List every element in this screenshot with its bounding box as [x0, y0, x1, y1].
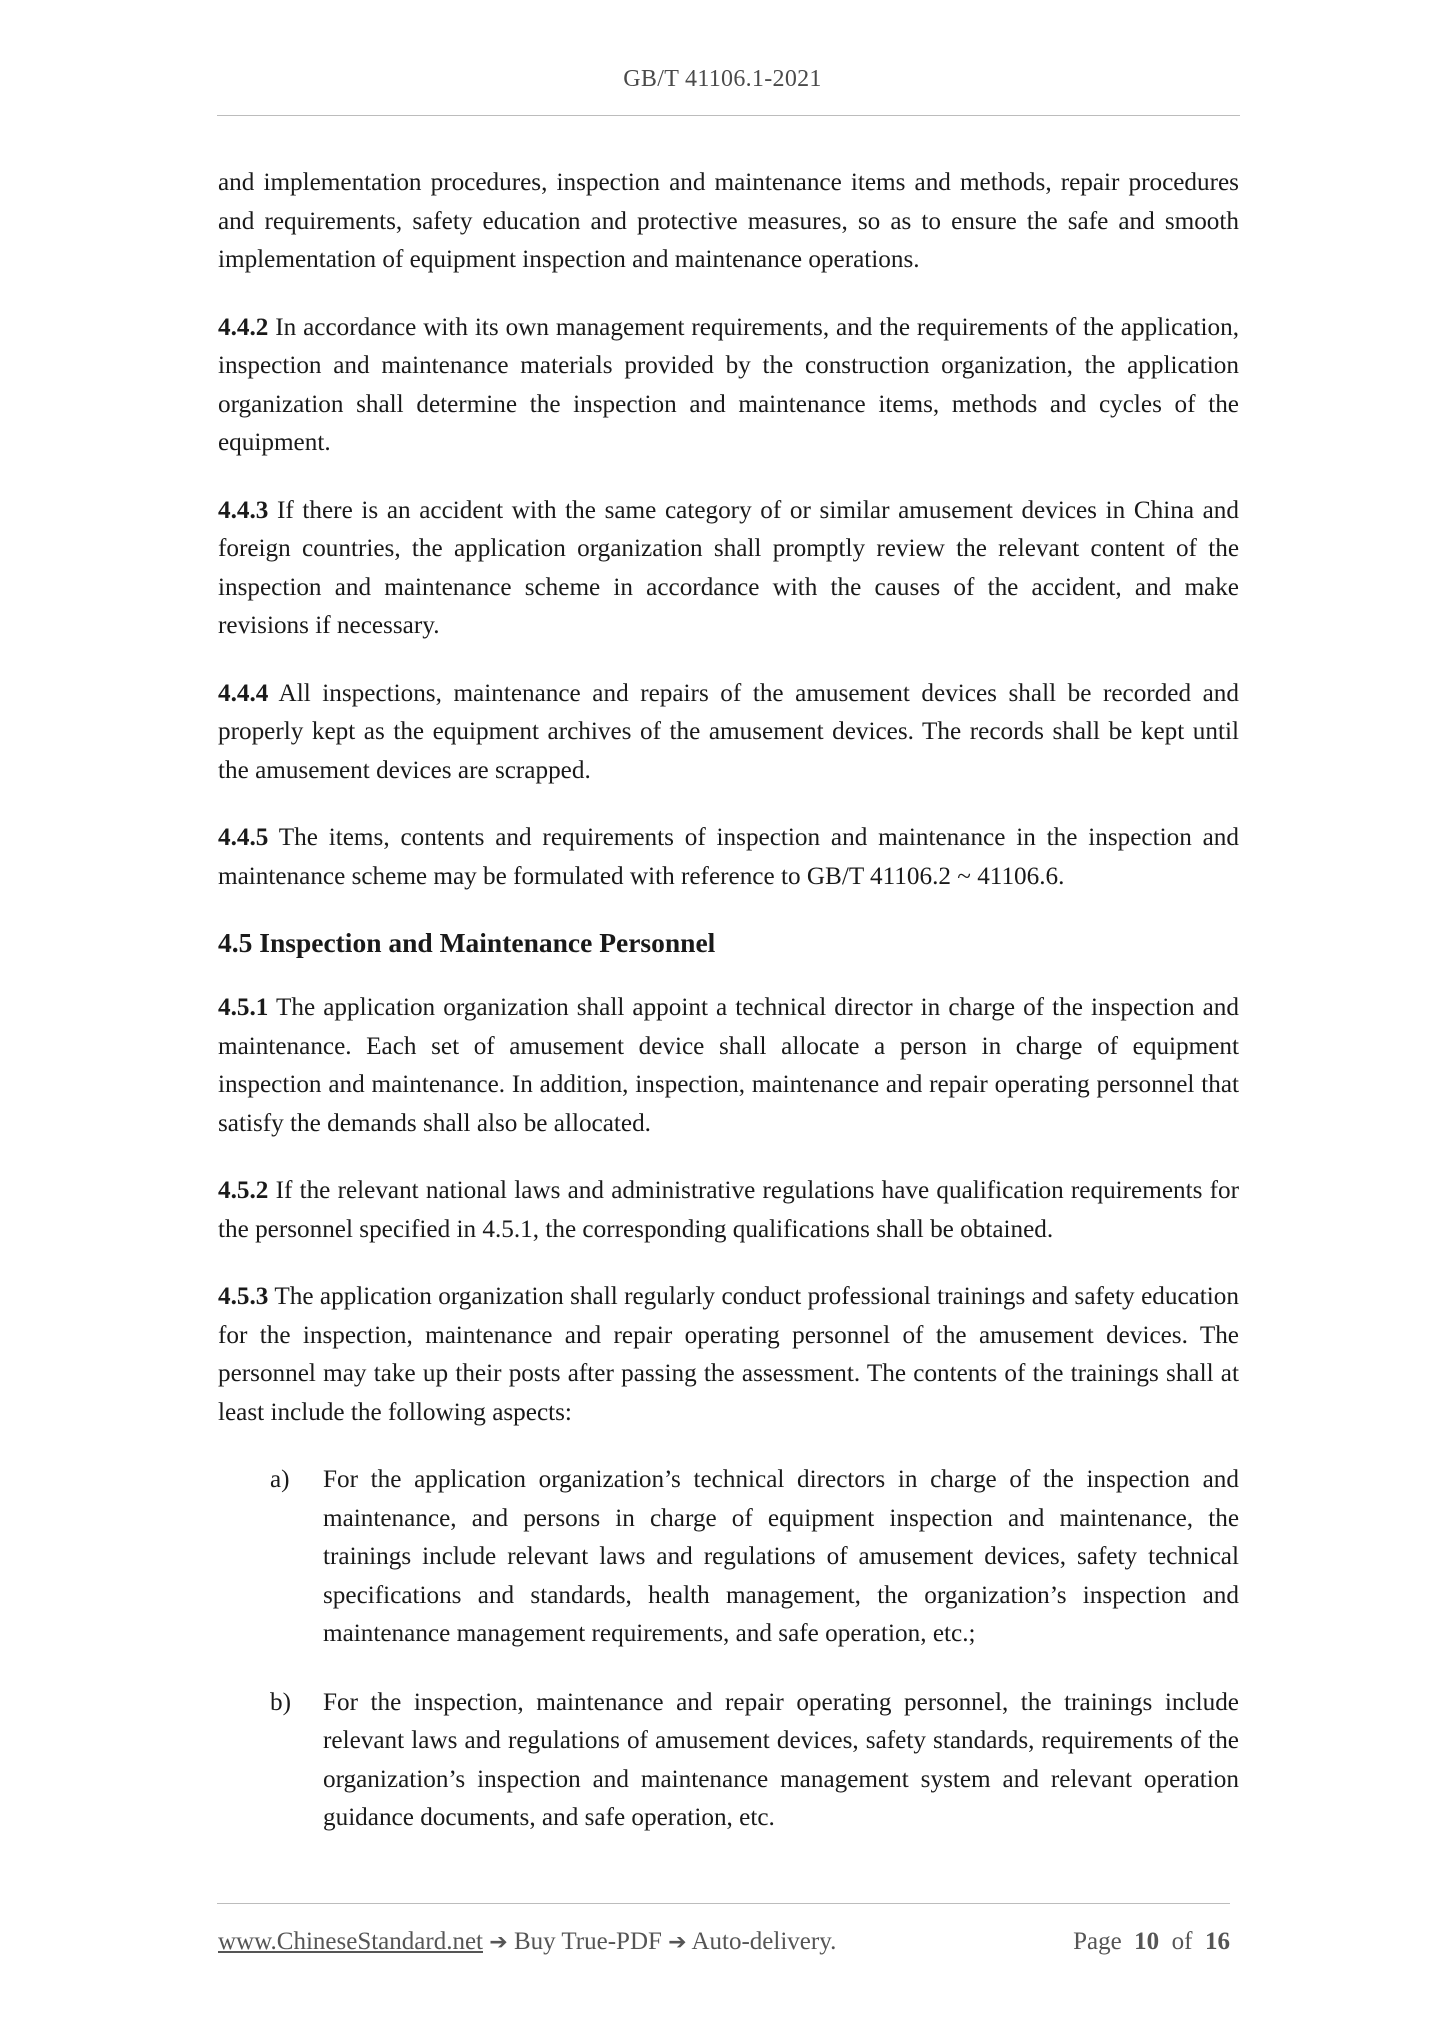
list-marker: a) — [270, 1466, 290, 1493]
clause-text: If there is an accident with the same category of or similar amusement devices in China and foreign countries, the application organization shall promptly review the relevant content of the inspection and maintenance scheme in accordance with the causes of the accident, and make revisions if necessary. — [218, 496, 1239, 639]
list-item-a — [218, 1461, 1239, 1654]
list-item-text: For the application organization’s technical directors in charge of the inspection and maintenance, and persons in charge of equipment inspection and maintenance, the trainings include relevant laws and regulations of amusement devices, safety technical specifications and standards, health management, the organization’s inspection and maintenance management requirements, and safe operation, etc.; — [323, 1466, 1239, 1647]
footer-promo — [218, 1928, 836, 1956]
clause-4-4-5 — [218, 819, 1239, 896]
paragraph-continuation — [218, 164, 1239, 280]
clause-number: 4.5.1 — [218, 994, 269, 1021]
right-arrow-icon: ➔ — [668, 1930, 687, 1955]
document-body — [218, 164, 1239, 1868]
website-link[interactable]: www.ChineseStandard.net — [218, 1928, 483, 1955]
buy-true-pdf-text: Buy True-PDF — [507, 1928, 669, 1955]
clause-4-5-3 — [218, 1278, 1239, 1432]
clause-4-5-2 — [218, 1172, 1239, 1249]
list-marker: b) — [270, 1688, 291, 1716]
page-number — [1073, 1928, 1230, 1956]
page-label: Page — [1073, 1928, 1122, 1955]
clause-number: 4.5.2 — [218, 1177, 269, 1204]
clause-number: 4.4.2 — [218, 313, 269, 341]
clause-text: The application organization shall appoint a technical director in charge of the inspection and maintenance. Each set of amusement device shall allocate a person in charge of equipment inspection and maintenance. In addition, inspection, maintenance and repair operating personnel that satisfy the demands shall also be allocated. — [218, 994, 1239, 1137]
page-footer — [218, 1928, 1230, 1964]
clause-text: The items, contents and requirements of inspection and maintenance in the inspection and maintenance scheme may be formulated with reference to GB/T 41106.2 ~ 41106.6. — [218, 824, 1239, 890]
section-heading-4-5: 4.5 Inspection and Maintenance Personnel — [218, 927, 716, 958]
clause-text: If the relevant national laws and administrative regulations have qualification requirements for the personnel specified in 4.5.1, the corresponding qualifications shall be obtained. — [218, 1177, 1239, 1243]
clause-4-4-4 — [218, 675, 1239, 791]
clause-4-4-2 — [218, 309, 1239, 463]
document-header-title: GB/T 41106.1-2021 — [623, 66, 822, 92]
of-label: of — [1171, 1928, 1193, 1955]
clause-text: All inspections, maintenance and repairs of the amusement devices shall be recorded and properly kept as the equipment archives of the amusement devices. The records shall be kept until the amusement devices are scrapped. — [218, 679, 1239, 784]
clause-number: 4.5.3 — [218, 1283, 269, 1310]
list-item-text: For the inspection, maintenance and repair operating personnel, the trainings include relevant laws and regulations of amusement devices, safety standards, requirements of the organization’s inspection and maintenance management system and relevant operation guidance documents, and safe operation, etc. — [323, 1688, 1239, 1831]
clause-number: 4.4.4 — [218, 679, 269, 707]
clause-text: The application organization shall regularly conduct professional trainings and safety education for the inspection, maintenance and repair operating personnel of the amusement devices. The personnel may take up their posts after passing the assessment. The contents of the trainings shall at least include the following aspects: — [218, 1283, 1239, 1426]
auto-delivery-text: Auto-delivery. — [686, 1928, 837, 1955]
clause-4-5-1 — [218, 989, 1239, 1143]
clause-number: 4.4.5 — [218, 824, 269, 851]
header-divider — [217, 115, 1240, 116]
right-arrow-icon: ➔ — [489, 1930, 508, 1955]
clause-4-4-3 — [218, 492, 1239, 646]
total-pages: 16 — [1205, 1928, 1230, 1955]
footer-divider — [217, 1903, 1230, 1904]
clause-number: 4.4.3 — [218, 496, 269, 524]
list-item-b — [218, 1684, 1239, 1838]
clause-text: In accordance with its own management requirements, and the requirements of the application, inspection and maintenance materials provided by the construction organization, the application organization shall determine the inspection and maintenance items, methods and cycles of the equipment. — [218, 313, 1239, 456]
paragraph-text: and implementation procedures, inspection and maintenance items and methods, repair procedures and requirements, safety education and protective measures, so as to ensure the safe and smooth implementation of equipment inspection and maintenance operations. — [218, 169, 1239, 273]
current-page: 10 — [1134, 1928, 1160, 1955]
